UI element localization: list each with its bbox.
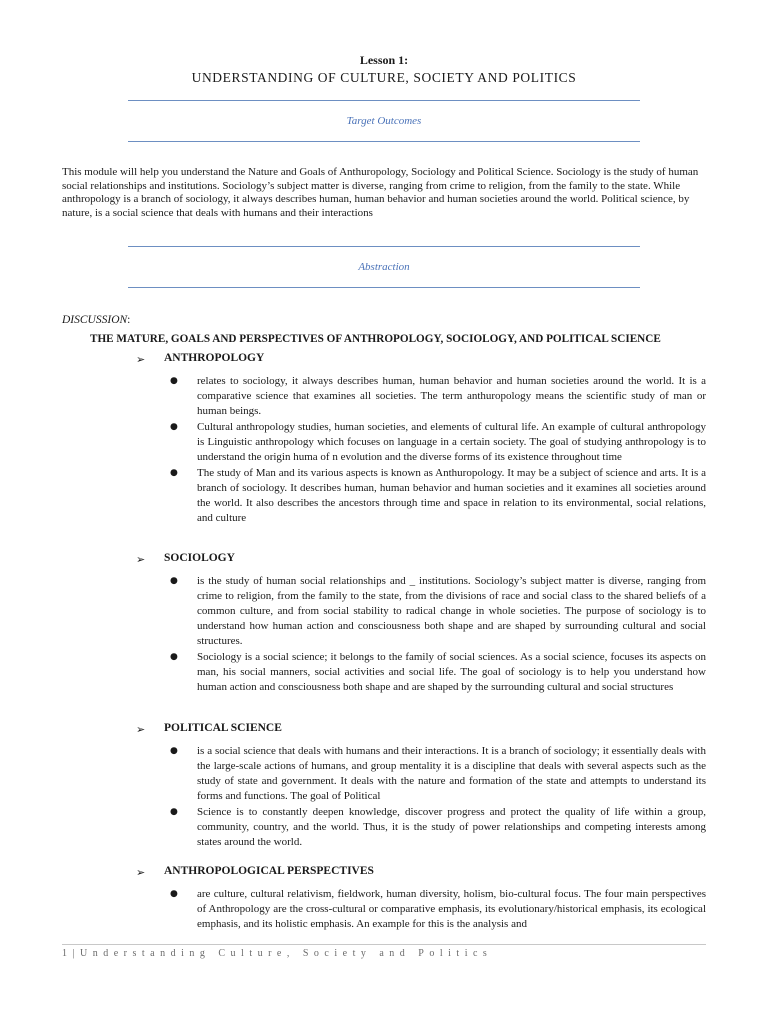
arrow-bullet-icon: ➢ (136, 866, 146, 879)
divider-rule (128, 100, 640, 101)
arrow-bullet-icon: ➢ (136, 723, 146, 736)
footer-divider (62, 944, 706, 945)
bullet-text: relates to sociology, it always describes human, human behavior and human societies around the world. It is a comparative science that examines all societies. The term anthuropology means the scientific study of man or human beings. (197, 375, 706, 417)
bullet-text: Science is to constantly deepen knowledge, discover progress and protect the quality of life within a group, community, country, and the world. Thus, it is the study of power relationships and competing interests among states around the world. (197, 806, 706, 848)
section-title: POLITICAL SCIENCE (164, 722, 282, 734)
divider-rule (128, 141, 640, 142)
discussion-colon: : (127, 314, 131, 326)
bullet-text: Sociology is a social science; it belongs to the family of social sciences. As a social science, focuses its aspects on man, his social manners, social activities and social life. The goal of sociology is to help you understand how human action and consciousness both shape and are shaped by the surrounding cultural and social structures (197, 651, 706, 693)
section-title: ANTHROPOLOGICAL PERSPECTIVES (164, 865, 374, 877)
bullet-text: Cultural anthropology studies, human societies, and elements of cultural life. An example of cultural anthropology is Linguistic anthropology which focuses on language in a certain society. The goal of studying anthropology is to understand the origin huma of n evolution and the diverse forms of its existence throughout time (197, 421, 706, 463)
intro-paragraph: This module will help you understand the Nature and Goals of Anthuropology, Sociology and Political Science. Sociology is the study of human social relationships and institutions. Sociology’s subject matter is diverse, ranging from crime to religion, from the family to the state. While anthropology is a branch of sociology, it always describes human, human behavior and human societies around the world. Political science, by nature, is a social science that deals with humans and their interactions (62, 166, 699, 219)
section-title: ANTHROPOLOGY (164, 352, 265, 364)
bullet-dot-icon: ● (170, 422, 178, 432)
divider-rule (128, 287, 640, 288)
section-political-science (136, 722, 706, 851)
list-item (136, 420, 706, 465)
section-anthropological-perspectives (136, 865, 706, 933)
bullet-dot-icon: ● (170, 889, 178, 899)
arrow-bullet-icon: ➢ (136, 353, 146, 366)
bullet-text: The study of Man and its various aspects is known as Anthuropology. It may be a subject of science and arts. It is a branch of sociology. It describes human, human behavior and human societies and it examines all societies around the world. It also describes the ancestors through time and space in relation to its environmental, social relations, and culture (197, 467, 706, 524)
discussion-heading: THE MATURE, GOALS AND PERSPECTIVES OF ANTHROPOLOGY, SOCIOLOGY, AND POLITICAL SCIENCE (90, 333, 661, 345)
abstraction-label: Abstraction (358, 261, 410, 273)
list-item (136, 887, 706, 932)
discussion-label (62, 314, 130, 326)
list-item (136, 374, 706, 419)
section-sociology (136, 552, 706, 696)
lesson-number: Lesson 1: (359, 53, 409, 67)
bullet-dot-icon: ● (170, 807, 178, 817)
bullet-dot-icon: ● (170, 576, 178, 586)
list-item (136, 805, 706, 850)
divider-rule (128, 246, 640, 247)
section-anthropology (136, 352, 706, 527)
bullet-dot-icon: ● (170, 652, 178, 662)
bullet-dot-icon: ● (170, 376, 178, 386)
list-item (136, 744, 706, 804)
bullet-text: are culture, cultural relativism, fieldwork, human diversity, holism, bio-cultural focus. The four main perspectives of Anthropology are the cross-cultural or comparative emphasis, its evolutionary/historical emphasis, its ecological emphasis, and its holistic emphasis. An example for this is the analysis and (197, 888, 706, 930)
bullet-dot-icon: ● (170, 468, 178, 478)
bullet-text: is the study of human social relationships and _ institutions. Sociology’s subject matter is diverse, ranging from crime to religion, from the family to the state, from the divisions of race and social class to the shared beliefs of a common culture, and from social stability to radical change in whole societies. The purpose of sociology is to understand how human action and consciousness both shape and are shaped by surrounding cultural and social structures. (197, 575, 706, 647)
bullet-dot-icon: ● (170, 746, 178, 756)
lesson-title: UNDERSTANDING OF CULTURE, SOCIETY AND POLITICS (191, 70, 577, 85)
list-item (136, 466, 706, 526)
discussion-label-text: DISCUSSION (62, 314, 128, 326)
page-footer: 1|Understanding Culture, Society and Politics (62, 948, 493, 959)
list-item (136, 650, 706, 695)
section-title: SOCIOLOGY (164, 552, 235, 564)
target-outcomes-label: Target Outcomes (346, 115, 422, 127)
list-item (136, 574, 706, 649)
arrow-bullet-icon: ➢ (136, 553, 146, 566)
bullet-text: is a social science that deals with humans and their interactions. It is a branch of sociology; it essentially deals with the large-scale actions of humans, and group mentality it is a discipline that deals with several aspects such as the study of state and government. It deals with the nature and formation of the state and attempts to understand its forms and functions. The goal of Political (197, 745, 706, 802)
